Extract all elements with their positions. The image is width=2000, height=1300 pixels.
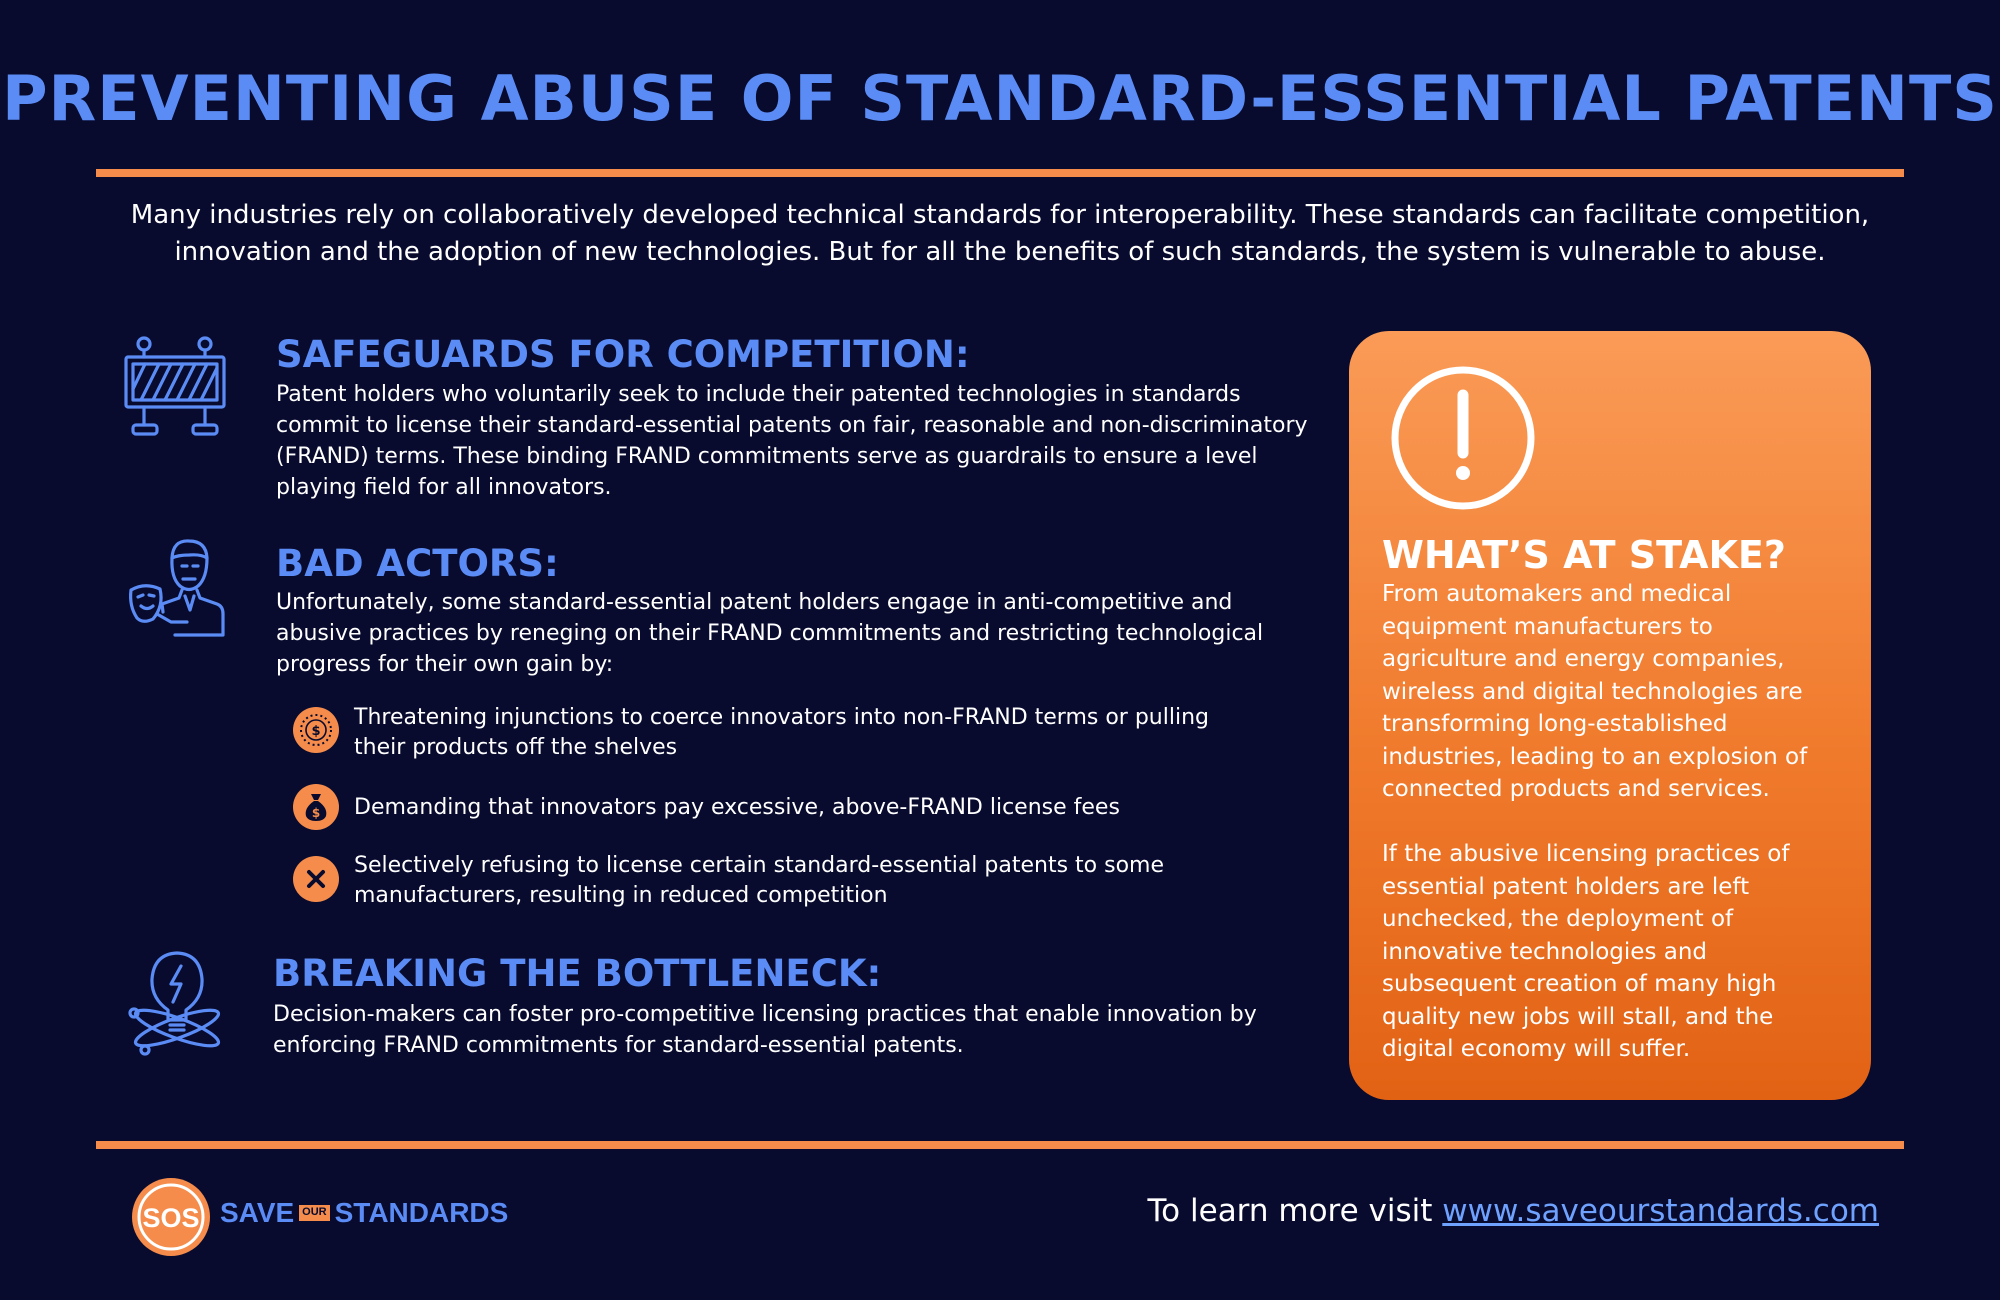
logo-badge-text: SOS [142,1203,200,1233]
bullet-text-injunctions: Threatening injunctions to coerce innovators into non-FRAND terms or pulling their products off the shelves [354,705,1209,760]
bad-actors-body: Unfortunately, some standard-essential patent holders engage in anti-competitive and abusive practices by reneging on their FRAND commitments and restricting technological progress for their own gain by: [276,590,1264,677]
bottleneck-body: Decision-makers can foster pro-competitive licensing practices that enable innovation by enforcing FRAND commitments for standard-essential patents. [273,1002,1257,1058]
top-divider [96,169,1904,177]
x-icon [293,856,339,902]
bullet-text-refusal: Selectively refusing to license certain standard-essential patents to some manufacturers, resulting in reduced competition [354,853,1165,908]
coin-icon [293,707,339,753]
learn-more [1148,1193,1879,1229]
safeguards-body: Patent holders who voluntarily seek to include their patented technologies in standards commit to license their standard-essential patents on fair, reasonable and non-discriminatory (FRAND) terms. These binding FRAND commitments serve as guardrails to ensure a level playing field for all innovators. [276,382,1308,500]
svg-text:$: $ [311,724,321,739]
exclamation-icon [1390,365,1536,511]
bottom-divider [96,1141,1904,1149]
logo-save-text: SAVE [220,1197,295,1228]
learn-more-text: To learn more visit [1147,1193,1443,1229]
page-title: PREVENTING ABUSE OF STANDARD-ESSENTIAL PATENTS [2,62,1998,135]
stake-paragraph-2: If the abusive licensing practices of essential patent holders are left unchecked, the deployment of innovative technologies and subsequent creation of many high quality new jobs will stall, and the digital economy will suffer. [1382,841,1790,1062]
safeguards-heading: SAFEGUARDS FOR COMPETITION: [276,333,970,376]
website-link[interactable]: www.saveourstandards.com [1442,1193,1879,1229]
logo-standards-text: STANDARDS [334,1197,509,1228]
bottleneck-heading: BREAKING THE BOTTLENECK: [273,952,882,995]
bullet-text-fees: Demanding that innovators pay excessive, above-FRAND license fees [354,795,1120,820]
bad-actors-heading: BAD ACTORS: [276,542,559,585]
lightbulb-icon [125,948,235,1058]
svg-text:$: $ [311,806,321,820]
stake-heading: WHAT’S AT STAKE? [1382,533,1786,577]
money-bag-icon [293,784,339,830]
sos-logo-icon [131,1177,211,1257]
logo-our-text: OUR [299,1205,329,1221]
barrier-icon [121,333,231,443]
intro-paragraph: Many industries rely on collaboratively developed technical standards for interoperability. These standards can facilitate competition, innovation and the adoption of new technologies. But for all the benefits of such standards, the system is vulnerable to abuse. [130,200,1870,267]
masked-person-icon [127,534,237,644]
logo-wordmark[interactable] [220,1197,508,1229]
stake-paragraph-1: From automakers and medical equipment manufacturers to agriculture and energy companies, wireless and digital technologies are transforming long-established industries, leading to an explosion of connected products and services. [1382,581,1808,802]
